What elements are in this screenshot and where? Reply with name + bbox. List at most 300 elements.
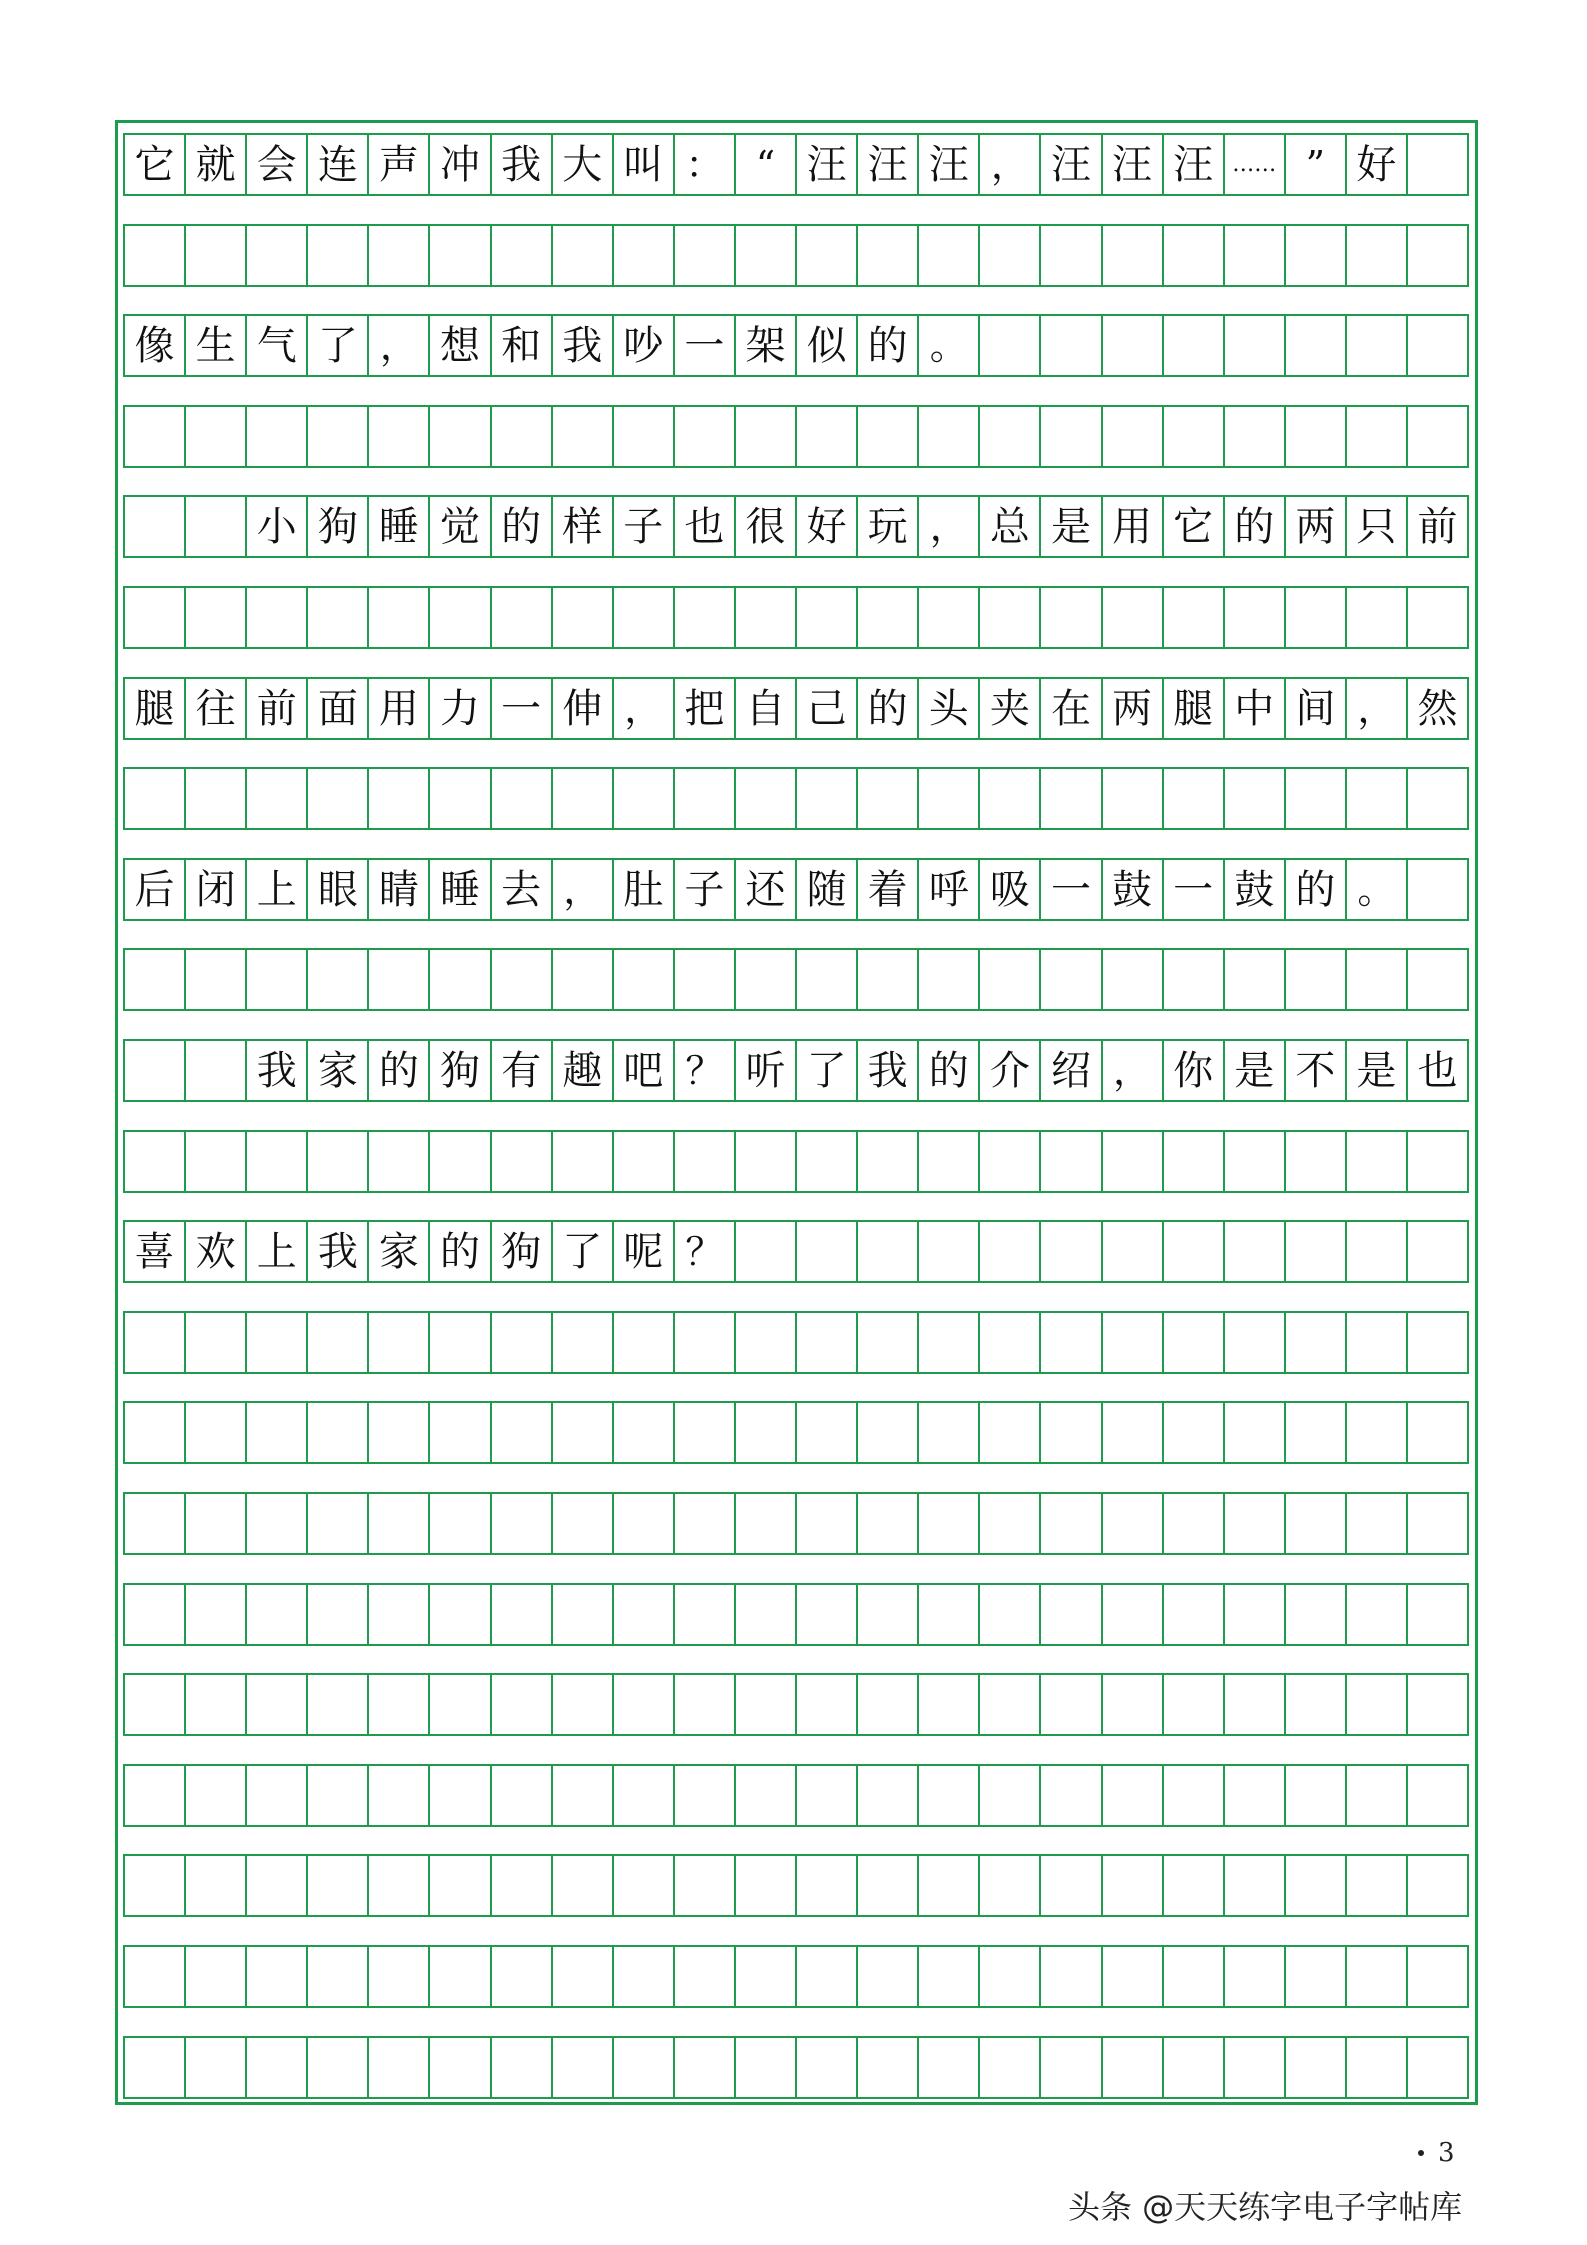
grid-cell: 的 <box>858 316 919 375</box>
grid-row <box>123 405 1469 468</box>
grid-cell <box>247 226 308 285</box>
grid-cell <box>614 1766 675 1825</box>
grid-cell <box>1041 1222 1102 1281</box>
grid-cell <box>858 1313 919 1372</box>
grid-cell <box>1225 1856 1286 1915</box>
grid-cell <box>492 950 553 1009</box>
grid-cell <box>797 2038 858 2097</box>
grid-cell: 大 <box>553 135 614 194</box>
grid-cell: 伸 <box>553 679 614 738</box>
grid-cell: 想 <box>430 316 491 375</box>
grid-cell <box>1164 316 1225 375</box>
grid-cell: 子 <box>614 497 675 556</box>
grid-cell <box>492 1585 553 1644</box>
grid-cell <box>675 407 736 466</box>
grid-cell: ？ <box>675 1222 736 1281</box>
grid-cell: 样 <box>553 497 614 556</box>
grid-cell <box>1225 407 1286 466</box>
grid-cell: …… <box>1225 135 1286 194</box>
grid-cell <box>1103 1585 1164 1644</box>
grid-cell <box>492 226 553 285</box>
grid-cell <box>1225 950 1286 1009</box>
grid-cell: 一 <box>675 316 736 375</box>
grid-cell <box>1408 950 1469 1009</box>
grid-cell <box>430 950 491 1009</box>
grid-cell <box>553 1494 614 1553</box>
grid-cell <box>736 1494 797 1553</box>
grid-cell <box>125 1403 186 1462</box>
grid-cell <box>1408 226 1469 285</box>
grid-cell <box>1225 226 1286 285</box>
grid-cell: 一 <box>1041 860 1102 919</box>
grid-cell <box>1347 588 1408 647</box>
grid-cell <box>1041 407 1102 466</box>
grid-cell <box>369 2038 430 2097</box>
grid-cell <box>1103 1766 1164 1825</box>
grid-cell: ： <box>675 135 736 194</box>
grid-cell <box>1408 1585 1469 1644</box>
grid-cell <box>614 1313 675 1372</box>
grid-cell: 己 <box>797 679 858 738</box>
grid-row <box>123 224 1469 287</box>
grid-cell <box>369 226 430 285</box>
grid-cell <box>797 1585 858 1644</box>
grid-cell <box>1347 1675 1408 1734</box>
grid-cell <box>1408 1675 1469 1734</box>
grid-cell: 和 <box>492 316 553 375</box>
grid-cell: 我 <box>308 1222 369 1281</box>
grid-cell: 像 <box>125 316 186 375</box>
grid-cell <box>675 1766 736 1825</box>
grid-cell <box>125 497 186 556</box>
grid-cell <box>1041 1675 1102 1734</box>
grid-cell <box>125 588 186 647</box>
grid-cell <box>430 1947 491 2006</box>
grid-cell <box>919 1947 980 2006</box>
grid-cell <box>1041 1947 1102 2006</box>
grid-cell <box>736 1675 797 1734</box>
grid-cell <box>736 407 797 466</box>
grid-cell <box>186 407 247 466</box>
grid-cell <box>1286 1856 1347 1915</box>
grid-cell: 然 <box>1408 679 1469 738</box>
grid-cell <box>125 950 186 1009</box>
grid-cell <box>919 1132 980 1191</box>
grid-cell: ， <box>614 679 675 738</box>
grid-cell <box>1164 1585 1225 1644</box>
grid-cell: “ <box>736 135 797 194</box>
grid-cell <box>553 407 614 466</box>
grid-cell: 我 <box>858 1041 919 1100</box>
grid-cell <box>1225 1766 1286 1825</box>
grid-cell <box>1164 1947 1225 2006</box>
grid-cell: 把 <box>675 679 736 738</box>
grid-row <box>123 1130 1469 1193</box>
grid-cell <box>797 950 858 1009</box>
grid-cell <box>125 769 186 828</box>
grid-cell <box>247 588 308 647</box>
grid-cell <box>308 950 369 1009</box>
grid-cell: 力 <box>430 679 491 738</box>
grid-cell <box>736 1403 797 1462</box>
grid-cell <box>1347 1313 1408 1372</box>
grid-cell <box>186 1675 247 1734</box>
grid-cell <box>1164 407 1225 466</box>
grid-cell <box>430 1675 491 1734</box>
grid-cell <box>797 407 858 466</box>
grid-cell: 中 <box>1225 679 1286 738</box>
grid-cell: 的 <box>492 497 553 556</box>
grid-cell <box>1103 1494 1164 1553</box>
grid-cell: 吸 <box>980 860 1041 919</box>
grid-cell <box>980 226 1041 285</box>
grid-cell <box>980 2038 1041 2097</box>
grid-cell: ” <box>1286 135 1347 194</box>
grid-row <box>123 1220 1469 1283</box>
grid-cell: 用 <box>369 679 430 738</box>
grid-cell: 肚 <box>614 860 675 919</box>
grid-cell <box>553 1585 614 1644</box>
grid-cell <box>369 1313 430 1372</box>
grid-cell <box>797 769 858 828</box>
page-number-dot <box>1418 2150 1424 2156</box>
grid-row <box>123 858 1469 921</box>
grid-cell <box>186 1313 247 1372</box>
grid-row <box>123 1673 1469 1736</box>
grid-cell <box>125 2038 186 2097</box>
grid-cell <box>858 1222 919 1281</box>
grid-cell <box>980 1222 1041 1281</box>
grid-cell: 狗 <box>492 1222 553 1281</box>
grid-cell <box>919 950 980 1009</box>
grid-cell <box>1225 1585 1286 1644</box>
grid-cell <box>1103 1132 1164 1191</box>
grid-cell: 头 <box>919 679 980 738</box>
grid-cell <box>553 226 614 285</box>
grid-cell: 会 <box>247 135 308 194</box>
grid-cell: 呼 <box>919 860 980 919</box>
grid-cell: 有 <box>492 1041 553 1100</box>
grid-cell: 了 <box>308 316 369 375</box>
grid-cell: 趣 <box>553 1041 614 1100</box>
grid-cell <box>980 1494 1041 1553</box>
grid-cell <box>1408 860 1469 919</box>
grid-cell <box>186 1041 247 1100</box>
grid-cell <box>1347 1947 1408 2006</box>
grid-cell <box>980 407 1041 466</box>
grid-cell: 鼓 <box>1225 860 1286 919</box>
grid-cell <box>1103 950 1164 1009</box>
grid-cell <box>858 1856 919 1915</box>
grid-cell <box>492 1856 553 1915</box>
grid-cell: 了 <box>553 1222 614 1281</box>
grid-cell <box>308 1675 369 1734</box>
grid-cell <box>186 1132 247 1191</box>
grid-cell <box>308 1403 369 1462</box>
grid-cell <box>308 1856 369 1915</box>
grid-cell <box>980 1403 1041 1462</box>
grid-cell <box>186 950 247 1009</box>
grid-cell: 也 <box>1408 1041 1469 1100</box>
grid-cell: ？ <box>675 1041 736 1100</box>
grid-cell <box>980 950 1041 1009</box>
grid-cell <box>919 407 980 466</box>
grid-cell <box>1286 769 1347 828</box>
grid-cell <box>369 950 430 1009</box>
grid-cell <box>1041 588 1102 647</box>
grid-cell <box>186 1856 247 1915</box>
grid-cell: 小 <box>247 497 308 556</box>
grid-cell <box>1164 1222 1225 1281</box>
grid-cell <box>1103 1222 1164 1281</box>
grid-cell: ， <box>369 316 430 375</box>
grid-cell: 我 <box>553 316 614 375</box>
grid-cell <box>1347 2038 1408 2097</box>
grid-cell <box>492 1766 553 1825</box>
grid-cell: 用 <box>1103 497 1164 556</box>
grid-cell: 两 <box>1103 679 1164 738</box>
grid-cell: 是 <box>1347 1041 1408 1100</box>
grid-cell <box>1164 1403 1225 1462</box>
grid-cell <box>858 1494 919 1553</box>
grid-cell <box>1103 1675 1164 1734</box>
grid-cell <box>736 1766 797 1825</box>
grid-cell: 鼓 <box>1103 860 1164 919</box>
grid-cell: 气 <box>247 316 308 375</box>
grid-cell: 汪 <box>1164 135 1225 194</box>
grid-row <box>123 2036 1469 2099</box>
grid-cell <box>1225 588 1286 647</box>
grid-cell <box>980 1132 1041 1191</box>
grid-cell <box>980 316 1041 375</box>
grid-cell <box>430 1585 491 1644</box>
grid-cell <box>1103 2038 1164 2097</box>
grid-cell <box>1225 1494 1286 1553</box>
grid-cell <box>1041 1132 1102 1191</box>
grid-cell: 一 <box>492 679 553 738</box>
grid-cell <box>614 1856 675 1915</box>
grid-cell: 绍 <box>1041 1041 1102 1100</box>
grid-cell <box>797 1494 858 1553</box>
grid-cell <box>858 1132 919 1191</box>
grid-cell: 欢 <box>186 1222 247 1281</box>
grid-cell <box>553 1856 614 1915</box>
grid-cell: 汪 <box>1103 135 1164 194</box>
grid-cell <box>736 1222 797 1281</box>
grid-cell <box>186 1585 247 1644</box>
grid-cell <box>736 588 797 647</box>
grid-cell: 往 <box>186 679 247 738</box>
grid-cell: 是 <box>1041 497 1102 556</box>
grid-cell: ， <box>980 135 1041 194</box>
grid-cell <box>980 1947 1041 2006</box>
grid-cell: 冲 <box>430 135 491 194</box>
grid-cell: 是 <box>1225 1041 1286 1100</box>
grid-cell <box>1041 1403 1102 1462</box>
grid-cell: 腿 <box>1164 679 1225 738</box>
grid-cell <box>919 1675 980 1734</box>
grid-cell: 吵 <box>614 316 675 375</box>
grid-row <box>123 948 1469 1011</box>
grid-cell: 上 <box>247 1222 308 1281</box>
grid-cell <box>1164 1494 1225 1553</box>
grid-cell <box>675 1313 736 1372</box>
grid-cell: 汪 <box>919 135 980 194</box>
grid-cell <box>247 2038 308 2097</box>
grid-cell <box>1164 588 1225 647</box>
grid-cell <box>1286 1675 1347 1734</box>
grid-cell <box>430 407 491 466</box>
grid-cell <box>858 588 919 647</box>
grid-cell: 。 <box>919 316 980 375</box>
grid-cell: 介 <box>980 1041 1041 1100</box>
grid-cell <box>797 1403 858 1462</box>
grid-cell <box>186 1403 247 1462</box>
grid-cell: 只 <box>1347 497 1408 556</box>
grid-cell <box>125 226 186 285</box>
grid-cell <box>919 226 980 285</box>
grid-cell: 狗 <box>430 1041 491 1100</box>
grid-cell: 。 <box>1347 860 1408 919</box>
grid-cell <box>1041 1856 1102 1915</box>
grid-cell: 闭 <box>186 860 247 919</box>
grid-cell <box>919 769 980 828</box>
grid-cell <box>675 226 736 285</box>
grid-cell <box>858 950 919 1009</box>
grid-cell <box>1408 407 1469 466</box>
grid-cell: 生 <box>186 316 247 375</box>
grid-cell: 好 <box>1347 135 1408 194</box>
grid-cell: 前 <box>247 679 308 738</box>
grid-cell <box>919 2038 980 2097</box>
grid-cell <box>1164 769 1225 828</box>
grid-cell: 连 <box>308 135 369 194</box>
grid-cell <box>125 1041 186 1100</box>
grid-cell <box>675 1132 736 1191</box>
grid-cell <box>736 1856 797 1915</box>
grid-cell <box>675 1494 736 1553</box>
grid-cell <box>797 1222 858 1281</box>
grid-cell <box>125 1132 186 1191</box>
grid-row <box>123 1311 1469 1374</box>
grid-cell: 去 <box>492 860 553 919</box>
grid-cell <box>247 1856 308 1915</box>
grid-cell <box>1286 588 1347 647</box>
grid-cell <box>1286 1403 1347 1462</box>
grid-cell: 好 <box>797 497 858 556</box>
grid-cell: 家 <box>308 1041 369 1100</box>
grid-cell: 的 <box>1225 497 1286 556</box>
grid-cell <box>247 1313 308 1372</box>
grid-cell <box>1041 316 1102 375</box>
grid-cell: ， <box>553 860 614 919</box>
grid-cell <box>1164 1766 1225 1825</box>
grid-cell <box>1103 226 1164 285</box>
grid-cell <box>1041 226 1102 285</box>
grid-cell <box>980 1313 1041 1372</box>
grid-cell: 的 <box>430 1222 491 1281</box>
grid-cell: 前 <box>1408 497 1469 556</box>
grid-cell <box>553 1313 614 1372</box>
grid-cell: 很 <box>736 497 797 556</box>
grid-cell <box>369 1585 430 1644</box>
grid-cell <box>247 769 308 828</box>
grid-cell <box>369 1947 430 2006</box>
grid-cell <box>492 1313 553 1372</box>
grid-cell: ， <box>1103 1041 1164 1100</box>
grid-row <box>123 1401 1469 1464</box>
grid-row <box>123 133 1469 196</box>
grid-cell <box>553 1132 614 1191</box>
grid-cell <box>1041 1766 1102 1825</box>
grid-cell <box>186 769 247 828</box>
grid-cell <box>247 950 308 1009</box>
grid-cell: 也 <box>675 497 736 556</box>
grid-cell <box>308 1132 369 1191</box>
grid-row <box>123 1583 1469 1646</box>
grid-row <box>123 1945 1469 2008</box>
grid-cell <box>247 1766 308 1825</box>
grid-cell <box>1286 1494 1347 1553</box>
grid-cell <box>553 950 614 1009</box>
grid-cell <box>858 407 919 466</box>
grid-cell <box>369 1856 430 1915</box>
grid-cell <box>1408 1766 1469 1825</box>
grid-cell <box>797 588 858 647</box>
grid-cell <box>858 1403 919 1462</box>
grid-cell: 两 <box>1286 497 1347 556</box>
grid-cell: 着 <box>858 860 919 919</box>
grid-cell <box>675 1403 736 1462</box>
grid-cell <box>675 950 736 1009</box>
grid-cell <box>980 1675 1041 1734</box>
grid-cell <box>797 1132 858 1191</box>
grid-cell <box>430 1403 491 1462</box>
grid-cell <box>1347 1766 1408 1825</box>
grid-cell: 间 <box>1286 679 1347 738</box>
grid-cell <box>614 1403 675 1462</box>
grid-cell <box>1164 226 1225 285</box>
grid-cell: 睡 <box>369 497 430 556</box>
grid-cell <box>553 1675 614 1734</box>
grid-cell <box>614 769 675 828</box>
grid-row <box>123 1492 1469 1555</box>
grid-cell <box>308 769 369 828</box>
grid-cell <box>1225 1132 1286 1191</box>
grid-cell <box>1347 1585 1408 1644</box>
grid-cell <box>430 1313 491 1372</box>
grid-cell <box>919 1313 980 1372</box>
grid-cell <box>858 2038 919 2097</box>
grid-cell <box>1408 135 1469 194</box>
grid-cell <box>247 1585 308 1644</box>
grid-cell <box>1225 769 1286 828</box>
grid-cell <box>369 769 430 828</box>
grid-cell <box>186 588 247 647</box>
grid-cell <box>1225 1403 1286 1462</box>
grid-cell <box>369 588 430 647</box>
grid-cell <box>614 950 675 1009</box>
grid-cell <box>614 2038 675 2097</box>
grid-cell: 不 <box>1286 1041 1347 1100</box>
grid-cell <box>1286 1766 1347 1825</box>
grid-cell <box>858 1585 919 1644</box>
grid-cell: 眼 <box>308 860 369 919</box>
grid-cell <box>186 1766 247 1825</box>
grid-cell <box>430 1856 491 1915</box>
grid-cell: 家 <box>369 1222 430 1281</box>
grid-cell <box>186 2038 247 2097</box>
